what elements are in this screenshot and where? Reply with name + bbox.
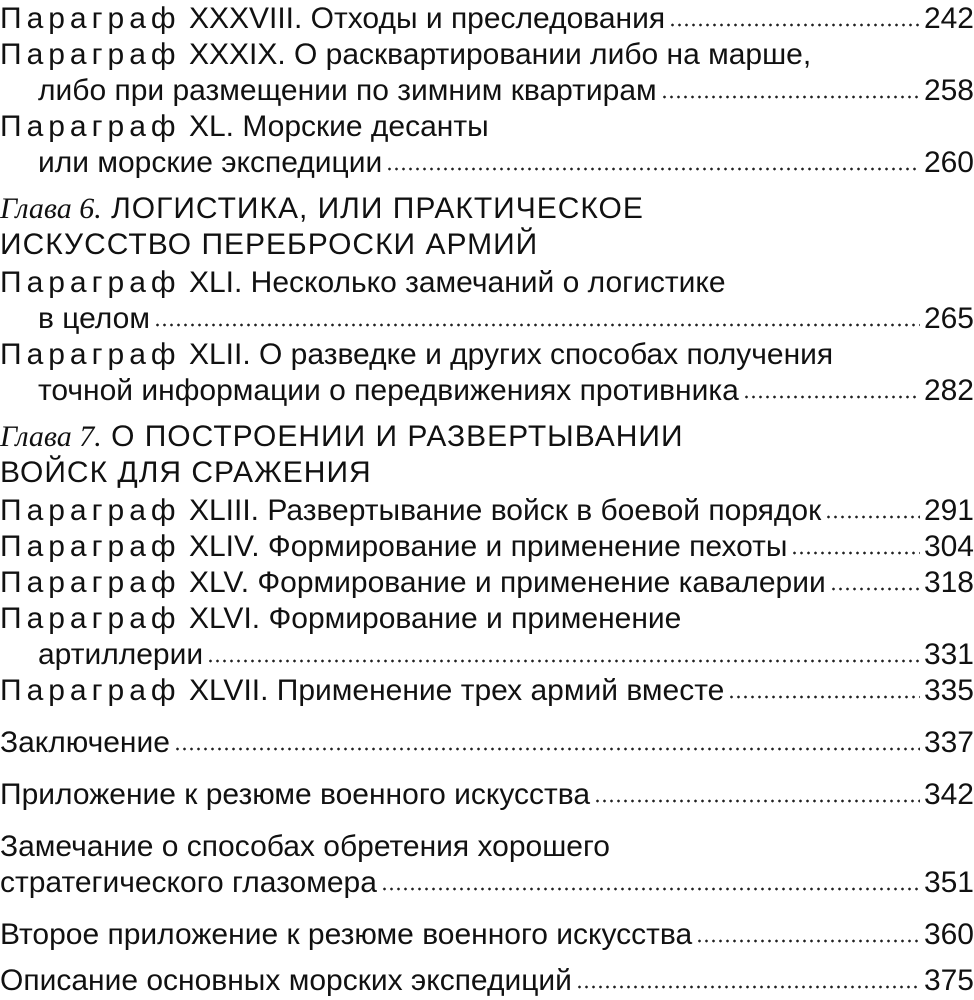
toc-entry-p41-cont[interactable] [38,300,974,336]
toc-entry-p44[interactable] [0,528,974,564]
toc-entry-appendix2[interactable] [0,916,974,952]
dot-leader [576,984,920,990]
toc-entry-p43[interactable] [0,492,974,528]
toc-entry-note[interactable] [0,828,974,864]
page-number: 258 [923,74,974,107]
entry-text: Параграф XLIII. Развертывание войск в боевой порядок [0,494,822,527]
page-number: 304 [923,530,974,563]
dot-leader [696,938,920,944]
entry-text: Заключение [0,726,170,759]
page-number: 242 [923,2,974,35]
toc-entry-expeditions[interactable] [0,962,974,998]
chapter-6-heading [0,192,974,228]
page-number: 331 [923,638,974,671]
entry-text: Параграф XXXIX. О расквартировании либо на марше, [0,38,812,71]
entry-text: артиллерии [38,638,204,671]
toc-entry-p46-cont[interactable] [38,636,974,672]
dot-leader [661,94,920,100]
toc-entry-p42-cont[interactable] [38,372,974,408]
entry-text: Параграф XL. Морские десанты [0,110,489,143]
dot-leader [669,22,920,28]
entry-text: Параграф XLVII. Применение трех армий вместе [0,674,725,707]
chapter-7-heading [0,420,974,456]
entry-text: Параграф XLVI. Формирование и применение [0,602,682,635]
toc-entry-p47[interactable] [0,672,974,708]
chapter-title: ИСКУССТВО ПЕРЕБРОСКИ АРМИЙ [0,228,539,261]
dot-leader [728,694,920,700]
dot-leader [386,166,920,172]
page-number: 318 [923,566,974,599]
dot-leader [381,886,920,892]
dot-leader [825,514,920,520]
toc-entry-p39[interactable] [0,36,974,72]
entry-text: Параграф XLI. Несколько замечаний о логистике [0,266,726,299]
entry-text: стратегического глазомера [0,866,377,899]
entry-text: Второе приложение к резюме военного искусства [0,918,693,951]
dot-leader [174,746,920,752]
page-number: 335 [923,674,974,707]
page-number: 375 [923,964,974,997]
toc-entry-p40[interactable] [0,108,974,144]
page-number: 351 [923,866,974,899]
page-number: 337 [923,726,974,759]
entry-text: Параграф XLIV. Формирование и применение пехоты [0,530,788,563]
toc-entry-p41[interactable] [0,264,974,300]
dot-leader [594,798,920,804]
page-number: 265 [923,302,974,335]
toc-entry-p40-cont[interactable] [38,144,974,180]
toc-entry-p46[interactable] [0,600,974,636]
dot-leader [207,658,920,664]
toc-entry-conclusion[interactable] [0,724,974,760]
toc-entry-p42[interactable] [0,336,974,372]
page-number: 291 [923,494,974,527]
toc-entry-p39-cont[interactable] [38,72,974,108]
dot-leader [791,550,920,556]
entry-text: Параграф XXXVIII. Отходы и преследования [0,2,666,35]
toc-entry-p38[interactable] [0,0,974,36]
page-number: 342 [923,778,974,811]
dot-leader [743,394,920,400]
page-number: 282 [923,374,974,407]
entry-text: в целом [38,302,150,335]
entry-text: Замечание о способах обретения хорошего [0,830,610,863]
entry-text: точной информации о передвижениях противника [38,374,739,407]
chapter-label: Глава 7. [0,420,102,453]
entry-text: Параграф XLV. Формирование и применение кавалерии [0,566,826,599]
dot-leader [154,322,920,328]
toc-entry-note-cont[interactable] [0,864,974,900]
toc-entry-p45[interactable] [0,564,974,600]
chapter-title: ВОЙСК ДЛЯ СРАЖЕНИЯ [0,456,372,489]
chapter-title: О ПОСТРОЕНИИ И РАЗВЕРТЫВАНИИ [111,420,684,453]
entry-text: Описание основных морских экспедиций [0,964,572,997]
toc-entry-appendix1[interactable] [0,776,974,812]
entry-text: либо при размещении по зимним квартирам [38,74,657,107]
chapter-7-heading-cont [0,456,974,492]
entry-text: Приложение к резюме военного искусства [0,778,591,811]
dot-leader [830,586,920,592]
page-number: 260 [923,146,974,179]
page-number: 360 [923,918,974,951]
entry-text: Параграф XLII. О разведке и других способах получения [0,338,834,371]
entry-text: или морские экспедиции [38,146,383,179]
chapter-6-heading-cont [0,228,974,264]
chapter-title: ЛОГИСТИКА, ИЛИ ПРАКТИЧЕСКОЕ [111,192,644,225]
chapter-label: Глава 6. [0,192,102,225]
